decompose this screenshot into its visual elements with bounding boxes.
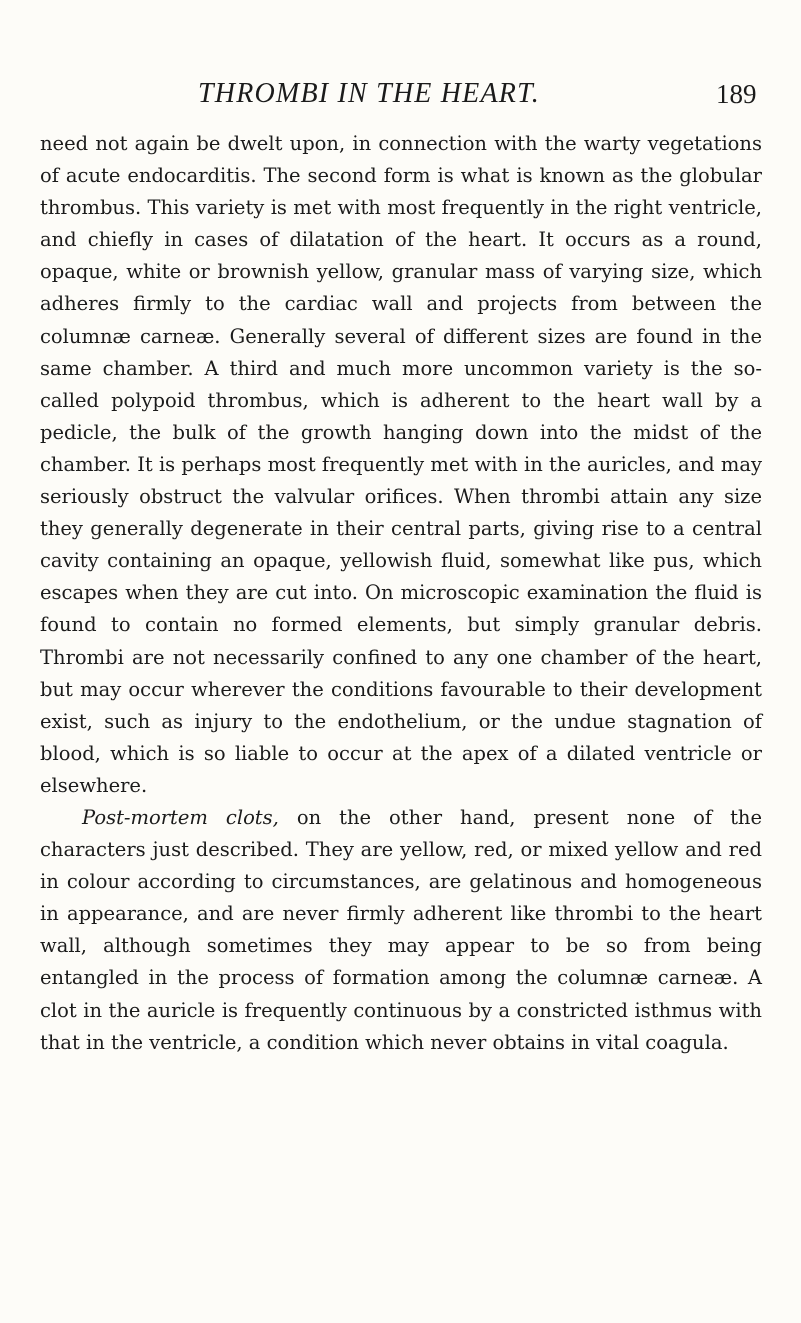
running-head: [0, 74, 801, 114]
italic-term-post-mortem-clots: Post-mortem clots,: [82, 805, 279, 829]
body-paragraph: [40, 128, 762, 1059]
paragraph-1-text: need not again be dwelt upon, in connection with the warty vegetations of acute endocarditis. The second form is what is known as the globular thrombus. This variety is met with most frequently in the right ventricle, and chiefly in cases of dilatation of the heart. It occurs as a round, opaque, white or brownish yellow, granular mass of varying size, which adheres firmly to the cardiac wall and projects from between the columnæ carneæ. Generally several of different sizes are found in the same chamber. A third and much more uncommon variety is the so-called polypoid thrombus, which is adherent to the heart wall by a pedicle, the bulk of the growth hanging down into the midst of the chamber. It is perhaps most frequently met with in the auricles, and may seriously obstruct the valvular orifices. When thrombi attain any size they generally degenerate in their central parts, giving rise to a central cavity containing an opaque, yellowish fluid, somewhat like pus, which escapes when they are cut into. On microscopic examination the fluid is found to contain no formed elements, but simply granular debris. Thrombi are not necessarily confined to any one chamber of the heart, but may occur wherever the conditions favourable to their development exist, such as injury to the endothelium, or the undue stagnation of blood, which is so liable to occur at the apex of a dilated ventricle or elsewhere.: [40, 132, 762, 797]
running-title: THROMBI IN THE HEART.: [198, 78, 540, 109]
paragraph-2-text: on the other hand, present none of the characters just described. They are yellow, red, or mixed yellow and red in colour according to circumstances, are gelatinous and homogeneous in appearance, and are never firmly adherent like thrombi to the heart wall, although sometimes they may appear to be so from being entangled in the process of formation among the columnæ carneæ. A clot in the auricle is frequently continuous by a constricted isthmus with that in the ventricle, a condition which never obtains in vital coagula.: [40, 805, 762, 1054]
page-number: 189: [716, 79, 757, 109]
